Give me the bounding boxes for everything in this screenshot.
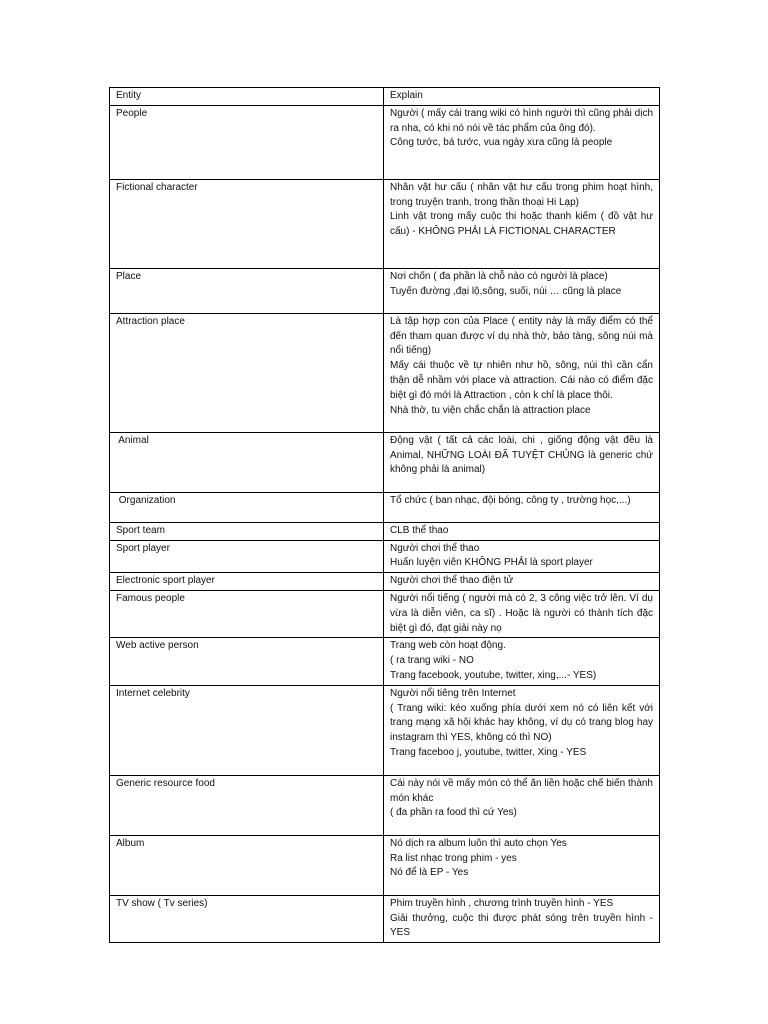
explain-line: Cái này nói về mấy món có thể ăn liền hoặc chế biến thành món khác bbox=[390, 777, 653, 804]
table-row bbox=[110, 105, 660, 179]
explain-line: ( đa phần ra food thì cứ Yes) bbox=[390, 807, 517, 819]
explain-line: Nơi chốn ( đa phần là chỗ nào có người là place) bbox=[390, 270, 608, 282]
explain-line: ( Trang wiki: kéo xuống phía dưới xem nó có liên kết với trang mạng xã hội khác hay không, ví dụ có trang blog hay instagram thì YES, không có thì NO) bbox=[390, 702, 653, 744]
explain-line: Trang web còn hoạt động. bbox=[390, 640, 506, 652]
entity-cell: Internet celebrity bbox=[110, 685, 384, 775]
table-row bbox=[110, 522, 660, 540]
explain-cell bbox=[384, 895, 660, 942]
entity-cell: Sport player bbox=[110, 540, 384, 573]
explain-line: Nó dịch ra album luôn thì auto chọn Yes bbox=[390, 837, 567, 849]
explain-cell bbox=[384, 540, 660, 573]
entity-cell: Fictional character bbox=[110, 179, 384, 268]
explain-cell bbox=[384, 590, 660, 637]
table-row bbox=[110, 268, 660, 313]
explain-line: Tổ chức ( ban nhạc, đội bóng, công ty , trường học,...) bbox=[390, 494, 631, 506]
table-row bbox=[110, 432, 660, 492]
explain-line: CLB thể thao bbox=[390, 524, 449, 536]
explain-cell bbox=[384, 573, 660, 591]
explain-cell bbox=[384, 775, 660, 835]
explain-line: Nhân vật hư cấu ( nhân vật hư cấu trong phim hoạt hình, trong truyện tranh, trong thần thoại Hi Lạp) bbox=[390, 181, 653, 208]
header-explain: Explain bbox=[384, 88, 660, 106]
explain-line: ( ra trang wiki - NO bbox=[390, 655, 474, 667]
explain-line: Ra list nhạc trong phim - yes bbox=[390, 852, 517, 864]
table-row bbox=[110, 492, 660, 522]
entity-cell: TV show ( Tv series) bbox=[110, 895, 384, 942]
entity-cell: Web active person bbox=[110, 638, 384, 685]
explain-line: Nó để là EP - Yes bbox=[390, 867, 469, 879]
explain-cell bbox=[384, 432, 660, 492]
explain-cell bbox=[384, 105, 660, 179]
explain-line: Người nổi tiếng ( người mà có 2, 3 công việc trở lên. Ví dụ vừa là diễn viên, ca sĩ) . Hoặc là người có thành tích đặc biệt gì đó, đạt giải này nọ bbox=[390, 592, 653, 634]
explain-line: Trang faceboo j, youtube, twitter, Xing - YES bbox=[390, 746, 587, 758]
entity-cell: Album bbox=[110, 835, 384, 895]
table-row bbox=[110, 775, 660, 835]
explain-line: Mấy cái thuộc về tự nhiên như hồ, sông, núi thì cần cẩn thận dễ nhầm với place và attraction. Cái nào có điểm đặc biệt gì đó mới là Attraction , còn k chỉ là place thôi. bbox=[390, 360, 653, 401]
entity-cell: Sport team bbox=[110, 522, 384, 540]
entity-cell: Place bbox=[110, 268, 384, 313]
explain-line: Người chơi thể thao bbox=[390, 542, 480, 554]
table-row bbox=[110, 179, 660, 268]
table-row bbox=[110, 313, 660, 432]
table-row bbox=[110, 638, 660, 685]
explain-cell bbox=[384, 835, 660, 895]
explain-cell bbox=[384, 522, 660, 540]
explain-line: Linh vật trong mấy cuộc thi hoặc thanh kiếm ( đồ vật hư cấu) - KHÔNG PHẢI LÀ FICTIONAL CHARACTER bbox=[390, 211, 653, 238]
explain-cell bbox=[384, 179, 660, 268]
entity-table bbox=[109, 87, 660, 943]
explain-line: Huấn luyện viên KHÔNG PHẢI là sport player bbox=[390, 557, 593, 569]
entity-cell: Organization bbox=[110, 492, 384, 522]
table-row bbox=[110, 573, 660, 591]
table-row bbox=[110, 540, 660, 573]
explain-cell bbox=[384, 492, 660, 522]
entity-cell: People bbox=[110, 105, 384, 179]
explain-line: Là tập hợp con của Place ( entity này là mấy điểm có thể đến tham quan được ví dụ nhà thờ, bảo tàng, sông núi mà nổi tiếng) bbox=[390, 315, 653, 357]
explain-line: Người nổi tiêng trên Internet bbox=[390, 687, 516, 699]
entity-cell: Famous people bbox=[110, 590, 384, 637]
explain-line: Công tước, bá tước, vua ngày xưa cũng là people bbox=[390, 137, 613, 149]
explain-line: Người chơi thể thao điện tử bbox=[390, 575, 514, 587]
explain-cell bbox=[384, 685, 660, 775]
table-row bbox=[110, 895, 660, 942]
table-header-row bbox=[110, 88, 660, 106]
explain-line: Giải thưởng, cuộc thi được phát sóng trên truyền hình - YES bbox=[390, 912, 653, 939]
explain-line: Động vật ( tất cả các loài, chi , giống động vật đều là Animal, NHỮNG LOÀI ĐÃ TUYỆT CHỦNG là generic chứ không phải là animal) bbox=[390, 434, 653, 476]
explain-line: Người ( mấy cái trang wiki có hình người thì cũng phải dịch ra nha, có khi nó nói về tác phẩm của ông đó). bbox=[390, 107, 653, 134]
table-row bbox=[110, 685, 660, 775]
table-row bbox=[110, 835, 660, 895]
explain-line: Tuyến đường ,đại lộ,sông, suối, núi … cũng là place bbox=[390, 285, 622, 297]
entity-cell: Generic resource food bbox=[110, 775, 384, 835]
explain-cell bbox=[384, 638, 660, 685]
explain-line: Trang facebook, youtube, twitter, xing,...- YES) bbox=[390, 669, 597, 681]
table-row bbox=[110, 590, 660, 637]
explain-line: Phim truyền hình , chương trình truyền hình - YES bbox=[390, 897, 614, 909]
entity-cell: Attraction place bbox=[110, 313, 384, 432]
header-entity: Entity bbox=[110, 88, 384, 106]
entity-cell: Animal bbox=[110, 432, 384, 492]
entity-cell: Electronic sport player bbox=[110, 573, 384, 591]
explain-line: Nhà thờ, tu viện chắc chắn là attraction place bbox=[390, 404, 591, 416]
explain-cell bbox=[384, 268, 660, 313]
explain-cell bbox=[384, 313, 660, 432]
